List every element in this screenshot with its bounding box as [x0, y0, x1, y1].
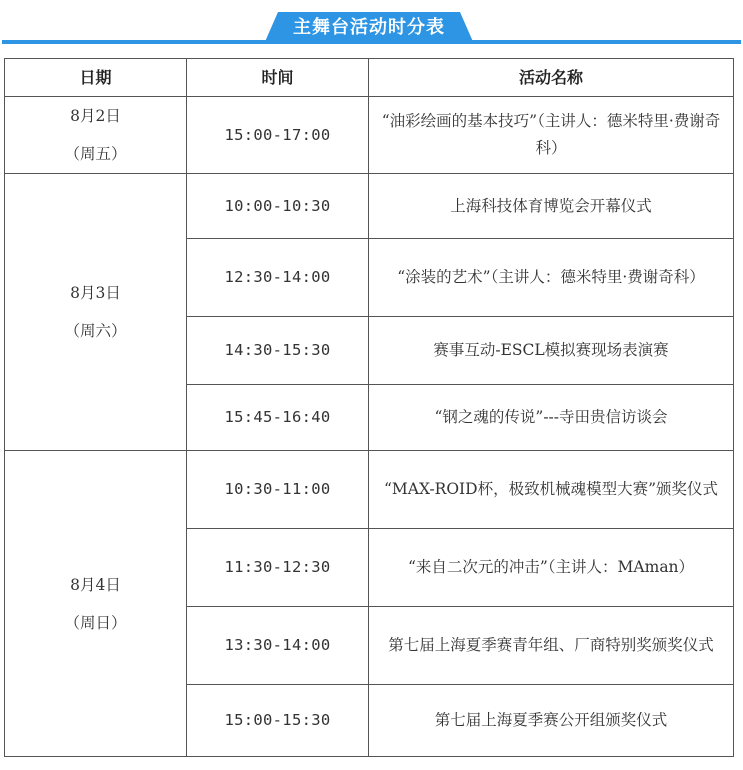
banner-title: 主舞台活动时分表 [293, 17, 445, 38]
activity-cell [369, 239, 734, 317]
weekday-label: （周六） [64, 322, 127, 340]
activity-name: “油彩绘画的基本技巧”（主讲人：德米特里·费谢奇科） [381, 112, 721, 157]
activity-name: “来自二次元的冲击”（主讲人：MAman） [407, 558, 695, 576]
time-cell: 10:30-11:00 [187, 451, 369, 529]
time-cell: 15:45-16:40 [187, 385, 369, 451]
activity-cell [369, 607, 734, 685]
table-header-row [5, 59, 734, 97]
time-cell: 15:00-15:30 [187, 685, 369, 757]
activity-name: “MAX-ROID杯，极致机械魂模型大赛”颁奖仪式 [383, 480, 719, 498]
table-row [5, 174, 734, 239]
activity-name: 上海科技体育博览会开幕仪式 [450, 196, 652, 215]
activity-name: 第七届上海夏季赛青年组、厂商特别奖颁奖仪式 [388, 636, 714, 654]
date-label: 8月4日 [70, 575, 121, 594]
header-activity: 活动名称 [369, 59, 734, 97]
date-label: 8月2日 [70, 107, 121, 125]
activity-cell [369, 451, 734, 529]
table-row [5, 97, 734, 174]
table-row [5, 451, 734, 529]
weekday-label: （周五） [64, 145, 127, 163]
activity-name: 第七届上海夏季赛公开组颁奖仪式 [434, 711, 668, 729]
activity-cell [369, 529, 734, 607]
header-date: 日期 [5, 59, 187, 97]
section-banner [0, 0, 743, 46]
activity-cell [369, 685, 734, 757]
banner-tab [264, 12, 474, 44]
time-cell: 15:00-17:00 [187, 97, 369, 174]
header-time: 时间 [187, 59, 369, 97]
activity-cell [369, 97, 734, 174]
date-cell [5, 97, 187, 174]
activity-cell [369, 385, 734, 451]
date-label: 8月3日 [70, 284, 121, 302]
date-cell [5, 174, 187, 451]
time-cell: 12:30-14:00 [187, 239, 369, 317]
activity-name: 赛事互动-ESCL模拟赛现场表演赛 [433, 341, 669, 359]
activity-cell [369, 317, 734, 385]
activity-cell [369, 174, 734, 239]
activity-name: “钢之魂的传说”---寺田贵信访谈会 [434, 408, 668, 426]
date-cell [5, 451, 187, 757]
schedule-table [4, 58, 734, 757]
time-cell: 14:30-15:30 [187, 317, 369, 385]
activity-name: “涂装的艺术”（主讲人：德米特里·费谢奇科） [397, 268, 705, 286]
time-cell: 11:30-12:30 [187, 529, 369, 607]
weekday-label: （周日） [64, 613, 127, 632]
time-cell: 13:30-14:00 [187, 607, 369, 685]
time-cell: 10:00-10:30 [187, 174, 369, 239]
